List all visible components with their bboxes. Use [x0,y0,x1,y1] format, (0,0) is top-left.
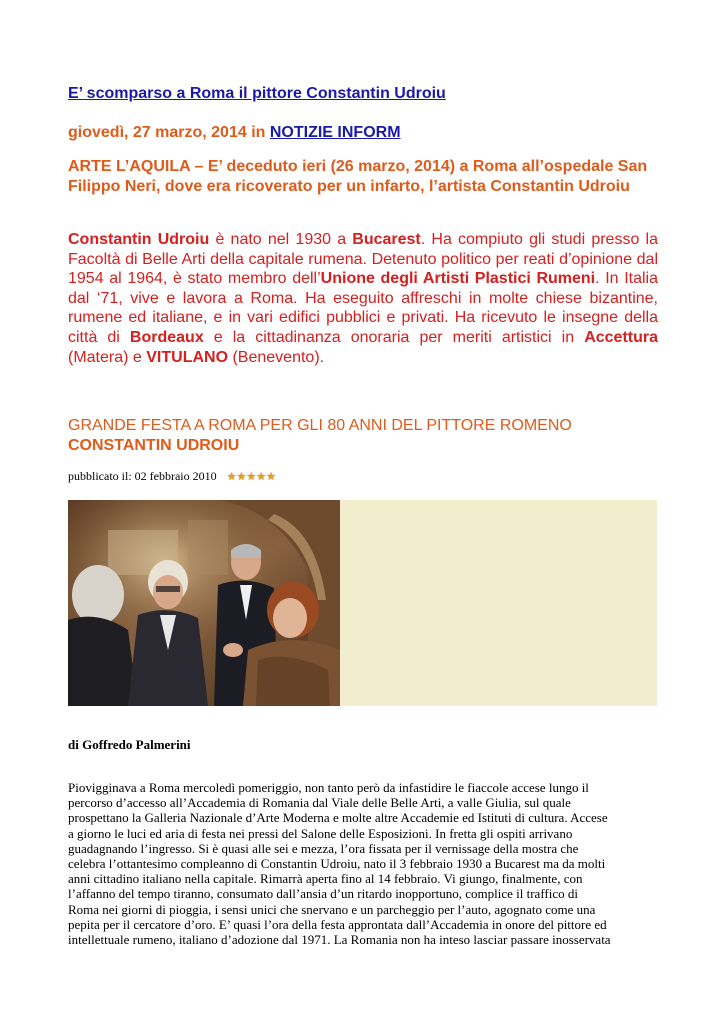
star-icon: ★ [236,470,247,483]
article-line: a giorno le luci ed aria di festa nei pressi del Salone delle Esposizioni. In fretta gli ospiti arrivano [68,825,573,841]
star-icon: ★ [256,470,267,483]
artist-bio [68,230,658,367]
bio-vitulano: VITULANO [146,348,229,366]
author-byline: di Goffredo Palmerini [68,737,191,752]
date-text: giovedì, 27 marzo, 2014 in [68,124,270,141]
section-title-line1: GRANDE FESTA A ROMA PER GLI 80 ANNI DEL PITTORE ROMENO [68,417,572,434]
article-line: percorso d’accesso all’Accademia di Romania dal Viale delle Belle Arti, a valle Giulia, sul quale [68,795,571,811]
publication-line [68,469,276,484]
star-icon: ★ [226,470,237,483]
article-line: pepita per il cercatore d’oro. E’ quasi l’ora della festa approntata dall’Accademia in onore del pittore ed [68,916,607,932]
bio-text-6: (Benevento). [228,348,325,366]
bio-union: Unione degli Artisti Plastici Rumeni [320,270,596,288]
headline-link[interactable]: E’ scomparso a Roma il pittore Constantin Udroiu [68,85,446,102]
section-title-line2: CONSTANTIN UDROIU [68,437,240,454]
date-line [68,124,401,142]
article-line: anni cittadino italiano nella capitale. Rimarrà aperta fino al 14 febbraio. Vi giungo, finalmente, con [68,871,583,887]
bio-text-4: e la cittadinanza onoraria per meriti artistici in [203,328,585,346]
article-subhead: ARTE L’AQUILA – E’ deceduto ieri (26 marzo, 2014) a Roma all’ospedale San Filippo Neri, dove era ricoverato per un infarto, l’artista Constantin Udroiu [68,158,648,195]
bio-text-3: . In Italia dal ‘71, vive e lavora a Roma. Ha eseguito affreschi in molte chiese bizantine, rumene ed italiane, e in vari edifici pubblici e privati. Ha ricevuto le insegne della città di [68,270,659,346]
bio-text-2: . Ha compiuto gli studi presso la Facoltà di Belle Arti della capitale rumena. Detenuto politico per reati d’opinione dal 1954 al 1964, è stato membro dell’ [68,231,658,288]
star-icon: ★ [266,470,277,483]
publication-date: pubblicato il: 02 febbraio 2010 [68,469,217,483]
article-line: l’affanno del tempo tiranno, consumato dall’ansia d’un ritardo inopportuno, complice il traffico di [68,886,578,902]
article-line: intellettuale rumeno, italiano d’adozione dal 1971. La Romania non ha inteso lasciar passare inosservata [68,932,611,948]
category-link[interactable]: NOTIZIE INFORM [269,124,401,141]
article-line: Piovigginava a Roma mercoledì pomeriggio, non tanto però da infastidire le fiaccole accese lungo il [68,780,589,795]
bio-accettura: Accettura [584,328,659,346]
article-line: Roma nei giorni di pioggia, i sensi unici che snervano e un parcheggio per l’auto, agognato come una [68,901,596,917]
star-icon: ★ [246,470,257,483]
photo-frame [68,500,657,706]
section-title [68,416,658,456]
bio-bordeaux: Bordeaux [129,328,204,346]
bio-city: Bucarest [352,231,421,248]
bio-text-5: (Matera) e [68,348,147,366]
article-body [68,780,658,947]
article-line: celebra l’ottantesimo compleanno di Constantin Udroiu, nato il 3 febbraio 1930 a Bucarest ma da molti [68,856,606,872]
bio-text-1: è nato nel 1930 a [209,231,353,248]
event-photo-image [68,500,340,706]
article-line: guadagnando l’ingresso. Si è quasi alle sei e mezza, l’ora fissata per il vernissage della mostra che [68,840,579,856]
rating-stars [227,471,276,483]
bio-name: Constantin Udroiu [68,231,210,248]
article-line: prospettano la Galleria Nazionale d’Arte Moderna e molte altre Accademie ed Istituti di cultura. Accese [68,810,608,826]
event-photo [68,500,340,706]
